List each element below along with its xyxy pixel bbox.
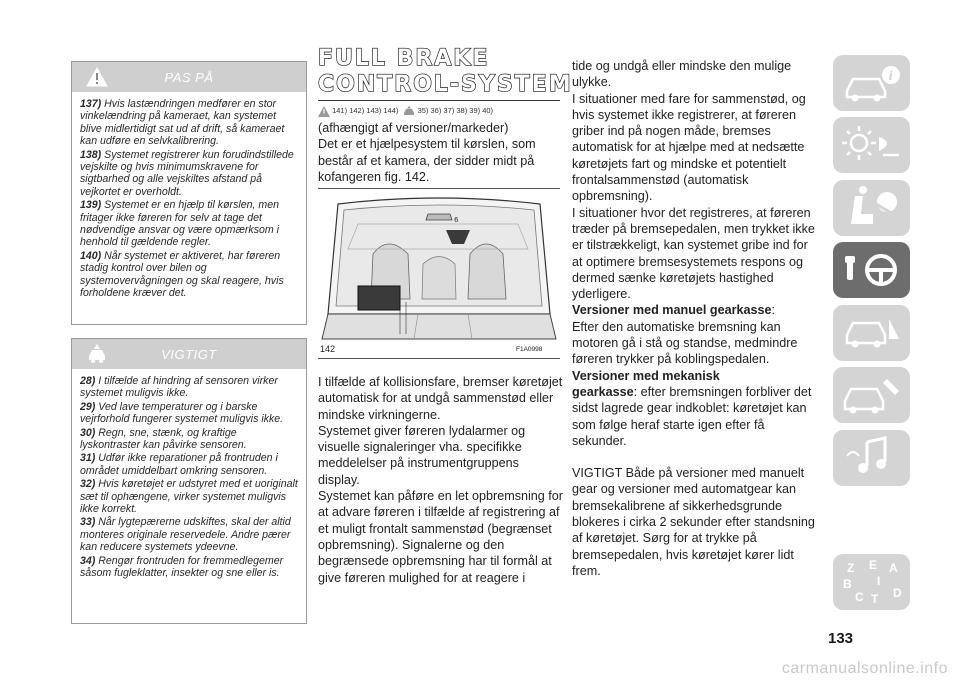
note-item (80, 98, 298, 148)
note-text: Hvis lastændringen medfører en stor vinkelændring på kameraet, kan systemet blive midlertidigt sat ud af drift, så kameraet kan udføre en selvkalibrering. (80, 98, 285, 148)
note-number: 32) (80, 478, 96, 491)
caution-box-title: PAS PÅ (164, 70, 214, 85)
mechanical-gearbox-heading-2: gearkasse (572, 384, 634, 399)
page-number: 133 (828, 630, 854, 647)
note-number: 33) (80, 516, 96, 529)
note-text: Systemet er en hjælp til kørslen, men fritager ikke føreren for selv at tage det nødvendige ansvar og være opmærksom i henhold til gældende regler. (80, 199, 280, 249)
note-text: Når lygtepærerne udskiftes, skal der altid monteres originale reservedele. Andre pærer kan reducere systemets ydeevne. (80, 516, 291, 554)
paragraph-collision: I tilfælde af kollisionsfare, bremser køretøjet automatisk for at undgå sammenstød eller mindske virkningerne. (318, 375, 563, 422)
note-number: 30) (80, 426, 96, 439)
car-service-icon (833, 367, 910, 423)
sidebar-tab-service[interactable] (833, 367, 910, 423)
sidebar-tab-safety[interactable] (833, 180, 910, 236)
key-steering-wheel-icon (833, 242, 910, 298)
caution-notes-list (72, 92, 306, 305)
paragraph-continuation: tide og undgå eller mindske den mulige ulykke. (572, 59, 792, 90)
important-box-header (72, 339, 306, 369)
note-number: 31) (80, 452, 96, 465)
note-item (80, 250, 298, 300)
sidebar-tab-warning-lights[interactable] (833, 117, 910, 173)
index-letter: C (855, 590, 864, 604)
mechanical-gearbox-text: : efter bremsningen forbliver det sidst lagrede gear indkoblet: køretøjet kan som følge heraf starte igen efter få sekunder. (572, 384, 812, 448)
warning-ref-icon (318, 106, 330, 117)
important-notes-list (72, 369, 306, 585)
note-text: Hvis køretøjet er udstyret med et uoriginalt sæt til ophængene, virker systemet muligvis ikke korrekt. (80, 478, 298, 516)
car-info-icon (833, 55, 910, 111)
index-letter: E (869, 558, 878, 572)
note-text: Ved lave temperaturer og i barske vejrforhold fungerer systemet muligvis ikke. (80, 400, 284, 426)
manual-gearbox-text: Efter den automatiske bremsning kan motoren gå i stå og standse, medmindre føreren trykker på koblingspedalen. (572, 319, 798, 367)
section-title-line-1: FULL BRAKE (318, 46, 490, 71)
note-item (80, 149, 298, 199)
figure-number: 142 (320, 344, 336, 354)
note-text: Når systemet er aktiveret, har føreren stadig kontrol over bilen og systemovervågningen og skal reagere, hvis forholdene kræver det. (80, 249, 284, 300)
title-rule (318, 100, 560, 101)
sidebar-tab-emergency[interactable] (833, 305, 910, 361)
note-text: Rengør frontruden for fremmedlegemer såsom fugleklatter, insekter og sne eller is. (80, 554, 284, 580)
note-item (80, 375, 298, 400)
index-letter: A (889, 561, 898, 575)
paragraph-alarms: Systemet giver føreren lydalarmer og visuelle signaleringer vha. specifikke meddelelser på instrumentgruppens display. (318, 423, 526, 487)
airbag-seat-icon (833, 180, 910, 236)
note-number: 29) (80, 400, 96, 413)
index-letter: I (877, 574, 881, 588)
important-refs: 35) 36) 37) 38) 39) 40) (417, 106, 494, 115)
note-number: 140) (80, 249, 102, 262)
note-item (80, 401, 298, 426)
note-number: 138) (80, 148, 102, 161)
right-column-text (572, 58, 820, 579)
important-box-title: VIGTIGT (161, 347, 217, 362)
section-title-line-2: CONTROL-SYSTEM (318, 72, 573, 97)
note-number: 28) (80, 375, 96, 387)
important-box (71, 338, 307, 624)
figure-top-rule (318, 188, 560, 189)
note-text: Udfør ikke reparationer på frontruden i området umiddelbart omkring sensoren. (80, 452, 278, 477)
mechanical-gearbox-block (572, 384, 820, 449)
middle-column-text (318, 374, 563, 586)
index-letters (833, 554, 910, 610)
index-letter: Z (847, 561, 855, 575)
note-number: 34) (80, 554, 96, 567)
important-paragraph: VIGTIGT Både på versioner med manuelt gear og versioner med automatgear kan bremsekalibrene af sikkerhedsgrunde blokeres i cirka 2 sekunder efter standsning af køretøjet. Sørg for at trykke på bremsepedalen, hvis køretøjet kører lidt frem. (572, 466, 815, 578)
warning-lights-icon (833, 117, 910, 173)
note-item (80, 516, 298, 553)
index-letter: D (893, 586, 902, 600)
caution-box (71, 61, 307, 325)
svg-text:6: 6 (454, 216, 459, 224)
section-intro: (afhængigt af versioner/markeder) Det er et hjælpesystem til kørslen, som består af et kamera, der sidder midt på kofangeren fig. 142. (318, 121, 536, 184)
caution-box-header (72, 62, 306, 92)
note-item (80, 427, 298, 452)
paragraph-brake-assist: I situationer hvor det registreres, at føreren træder på bremsepedalen, men trykket ikke er tilstrækkeligt, kan systemet gribe ind for at optimere bremsesystemets respons og dermed sænke køretøjets hastighed yderligere. (572, 205, 815, 302)
note-item (80, 452, 298, 477)
figure-142-windshield-camera (318, 194, 560, 358)
reference-line (318, 104, 560, 118)
car-emergency-icon (833, 305, 910, 361)
multimedia-icon (833, 430, 910, 486)
manual-gearbox-block: Versioner med manuel gearkasse: (572, 303, 776, 318)
watermark-text: carmanualsonline.info (781, 660, 948, 677)
figure-bottom-rule (318, 358, 560, 359)
sidebar-tab-multimedia[interactable] (833, 430, 910, 486)
index-letter: T (871, 592, 879, 606)
note-text: Systemet registrerer kun forudindstillede vejskilte og hvis minimumskravene for sigtbarhed og alle vejskiltes afstand på vejkortet er overholdt. (80, 148, 294, 198)
note-text: Regn, sne, stænk, og kraftige lyskontraster kan påvirke sensoren. (80, 426, 247, 452)
svg-text:i: i (888, 69, 894, 83)
sidebar-tab-starting-driving[interactable] (833, 242, 910, 298)
paragraph-auto-braking: I situationer med fare for sammenstød, og hvis systemet ikke registrerer, at føreren griber ind på nogen måde, bremses automatisk for at hjælpe med at nedsætte køretøjets fart og mindske et potentielt frontalsammenstød (automatisk opbremsning). (572, 91, 806, 204)
note-number: 137) (80, 98, 102, 110)
index-letter: B (843, 577, 852, 591)
mechanical-gearbox-heading: Versioner med mekanisk (572, 368, 720, 383)
note-number: 139) (80, 199, 102, 212)
car-ref-icon (403, 106, 415, 117)
note-text: I tilfælde af hindring af sensoren virker systemet muligvis ikke. (80, 375, 278, 400)
note-item (80, 199, 298, 249)
note-item (80, 555, 298, 580)
figure-code: F1A0998 (516, 346, 543, 353)
sidebar-tab-car-info[interactable] (833, 55, 910, 111)
note-item (80, 478, 298, 515)
manual-gearbox-heading: Versioner med manuel gearkasse (572, 303, 772, 318)
warning-refs: 141) 142) 143) 144) (332, 106, 399, 115)
paragraph-limited-braking: Systemet kan påføre en let opbremsning for at advare føreren i tilfælde af registrering af et muligt frontalt sammenstød (begrænset opbremsning). Signalerne og den begrænsede opbremsning har til formål at give føreren mulighed for at reagere i (318, 489, 564, 585)
